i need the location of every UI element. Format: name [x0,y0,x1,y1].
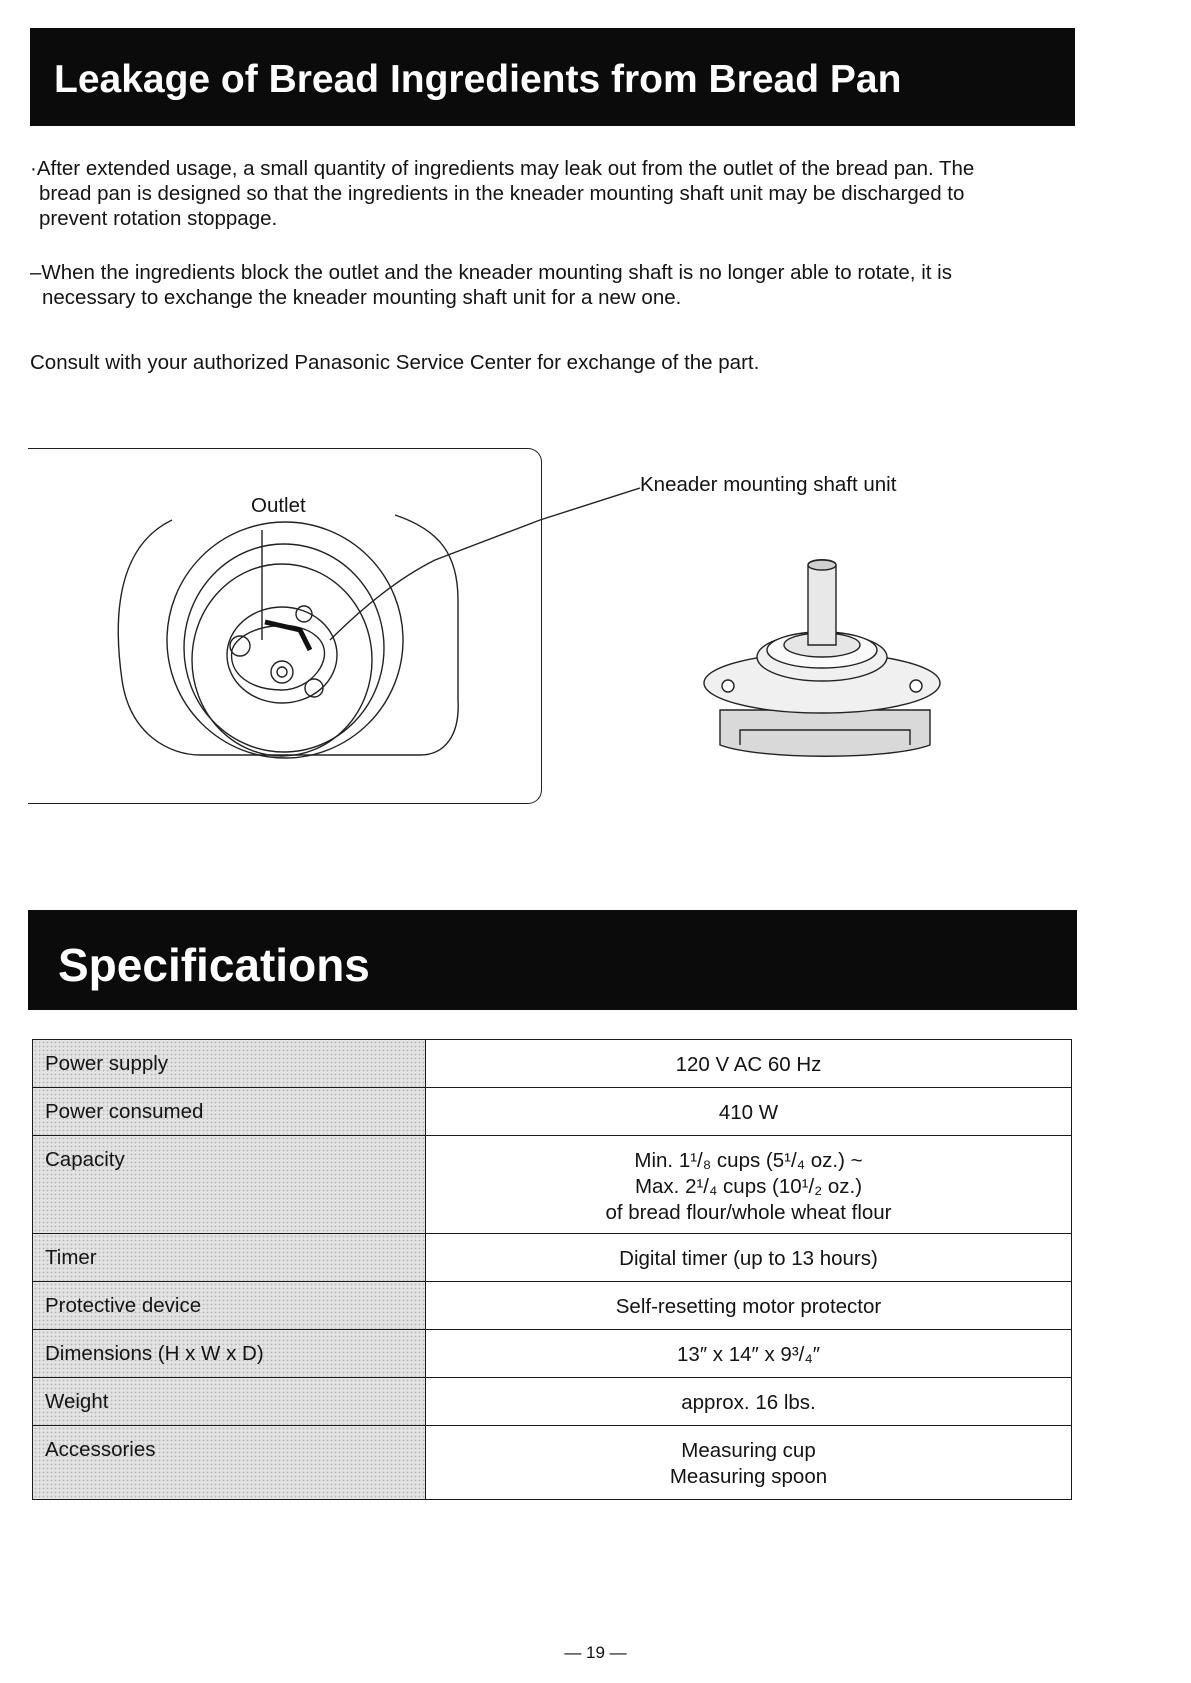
table-row [33,1330,1072,1378]
spec-value-line: Measuring cup [681,1439,816,1462]
paragraph-line: necessary to exchange the kneader mounting shaft unit for a new one. [42,286,682,309]
page-number: — 19 — [564,1643,627,1662]
spec-value [426,1282,1072,1330]
pan-rim-outer [167,522,403,758]
spec-value [426,1330,1072,1378]
spec-value [426,1378,1072,1426]
spec-value [426,1136,1072,1234]
table-row [33,1282,1072,1330]
spec-value [426,1040,1072,1088]
bread-pan-illustration [0,0,1191,820]
spec-value-line: Measuring spoon [669,1465,828,1488]
specifications-section-title: Specifications [28,910,1077,1010]
spec-value-line: 13″ x 14″ x 9³/₄″ [677,1343,820,1366]
spec-value-line: of bread flour/whole wheat flour [605,1201,892,1224]
spec-label: Protective device [33,1282,426,1330]
spec-value-line: Max. 2¹/₄ cups (10¹/₂ oz.) [634,1175,863,1198]
spec-label: Accessories [33,1426,426,1500]
table-row [33,1378,1072,1426]
spec-label: Weight [33,1378,426,1426]
paragraph-line: bread pan is designed so that the ingredients in the kneader mounting shaft unit may be discharged to [39,182,965,205]
table-row [33,1088,1072,1136]
bread-pan-outline [118,515,458,755]
spec-value-line: 120 V AC 60 Hz [675,1053,822,1076]
shaft [808,560,836,645]
kneader-leader-line [330,488,640,640]
spec-value-line: approx. 16 lbs. [681,1391,816,1414]
leakage-section-title: Leakage of Bread Ingredients from Bread Pan [30,28,1075,126]
kneader-shaft-unit [704,560,940,757]
spec-label: Power consumed [33,1088,426,1136]
table-row [33,1426,1072,1500]
table-row [33,1234,1072,1282]
shaft-center [271,661,293,683]
kneader-shaft-label: Kneader mounting shaft unit [640,473,897,496]
outlet-label: Outlet [251,494,306,517]
spec-value [426,1426,1072,1500]
spec-label: Dimensions (H x W x D) [33,1330,426,1378]
spec-label: Power supply [33,1040,426,1088]
table-row [33,1040,1072,1088]
spec-value-line: Self-resetting motor protector [615,1295,882,1318]
paragraph-line: Consult with your authorized Panasonic Service Center for exchange of the part. [30,351,760,374]
base-plate [720,710,930,756]
spec-value-line: Digital timer (up to 13 hours) [619,1247,878,1270]
specifications-table [32,1039,1072,1500]
spec-label: Timer [33,1234,426,1282]
table-row [33,1136,1072,1234]
spec-label: Capacity [33,1136,426,1234]
paragraph-line: prevent rotation stoppage. [39,207,278,230]
spec-value-line: Min. 1¹/₈ cups (5¹/₄ oz.) ~ [634,1149,863,1172]
spec-value [426,1088,1072,1136]
paragraph-line: ·After extended usage, a small quantity of ingredients may leak out from the outlet of the bread pan. The [30,157,975,180]
spec-value [426,1234,1072,1282]
spec-value-line: 410 W [718,1101,779,1124]
paragraph-line: –When the ingredients block the outlet and the kneader mounting shaft is no longer able to rotate, it is [30,261,952,284]
pan-rim-inner [184,544,384,752]
